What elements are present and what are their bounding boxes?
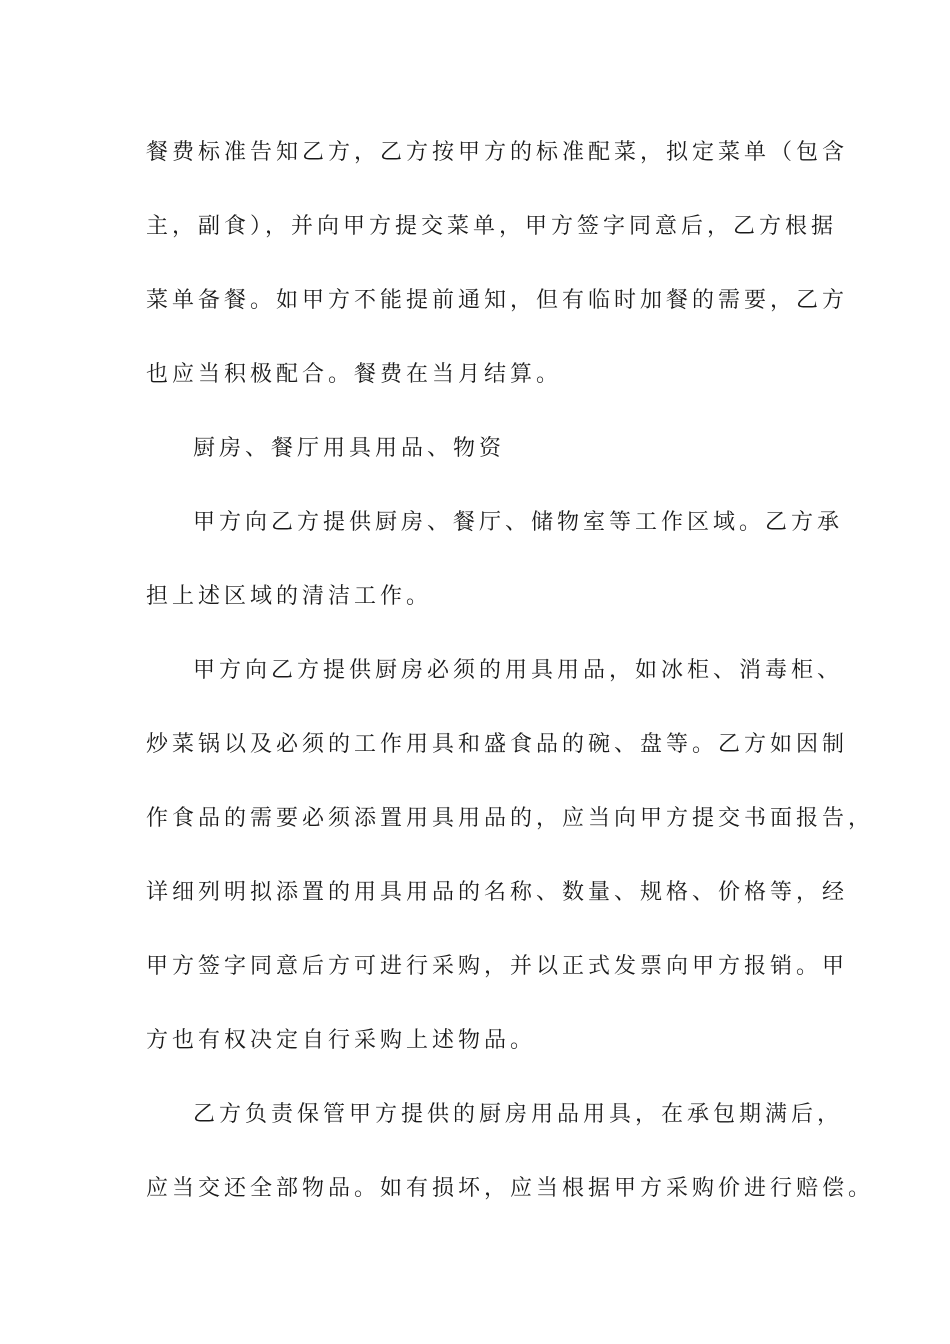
paragraph-line: 甲方向乙方提供厨房、餐厅、储物室等工作区域。乙方承 [193,510,844,535]
paragraph-line: 作食品的需要必须添置用具用品的，应当向甲方提交书面报告， [146,806,875,831]
section-heading: 厨房、餐厅用具用品、物资 [193,436,506,461]
paragraph-line: 餐费标准告知乙方，乙方按甲方的标准配菜，拟定菜单（包含 [146,140,849,165]
paragraph-line: 甲方向乙方提供厨房必须的用具用品，如冰柜、消毒柜、 [193,658,844,683]
paragraph-line: 担上述区域的清洁工作。 [146,584,433,609]
paragraph-line: 应当交还全部物品。如有损坏，应当根据甲方采购价进行赔偿。 [146,1176,875,1201]
paragraph-line: 炒菜锅以及必须的工作用具和盛食品的碗、盘等。乙方如因制 [146,732,849,757]
paragraph-line: 也应当积极配合。餐费在当月结算。 [146,362,563,387]
paragraph-line: 甲方签字同意后方可进行采购，并以正式发票向甲方报销。甲 [146,954,849,979]
paragraph-line: 详细列明拟添置的用具用品的名称、数量、规格、价格等，经 [146,880,849,905]
paragraph-line: 主，副食），并向甲方提交菜单，甲方签字同意后，乙方根据 [146,214,838,239]
paragraph-line: 方也有权决定自行采购上述物品。 [146,1028,537,1053]
paragraph-line: 菜单备餐。如甲方不能提前通知，但有临时加餐的需要，乙方 [146,288,849,313]
paragraph-line: 乙方负责保管甲方提供的厨房用品用具，在承包期满后， [193,1102,844,1127]
